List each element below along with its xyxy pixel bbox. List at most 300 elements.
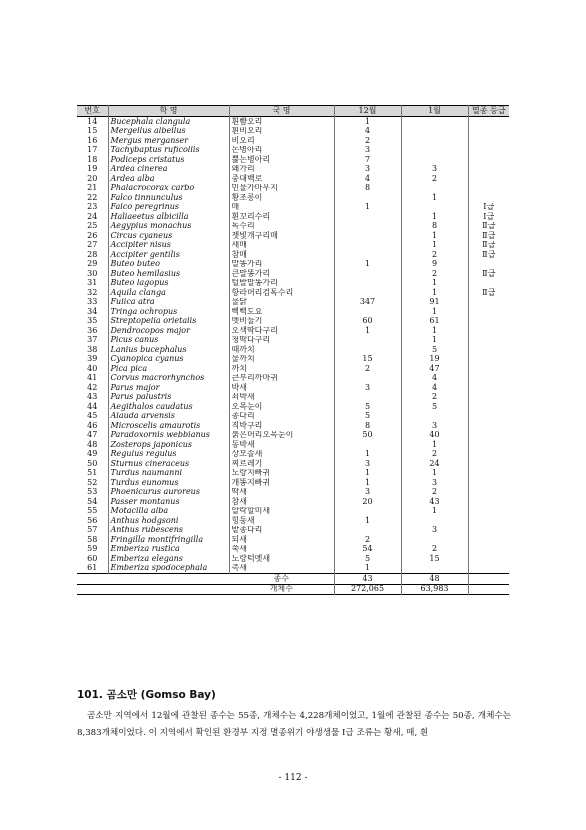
december-count: 1 [334,469,401,479]
table-totals [77,574,509,595]
endangered-grade [468,317,509,327]
january-count: 43 [401,497,468,507]
january-count: 4 [401,383,468,393]
endangered-grade [468,326,509,336]
table-row [77,317,509,327]
table-row [77,155,509,165]
december-count [334,269,401,279]
january-count: 3 [401,526,468,536]
scientific-name: Buteo buteo [108,260,229,270]
endangered-grade [468,184,509,194]
row-number: 22 [77,193,108,203]
endangered-grade [468,488,509,498]
row-number: 33 [77,298,108,308]
december-count [334,288,401,298]
row-number: 42 [77,383,108,393]
december-count: 1 [334,478,401,488]
row-number: 16 [77,136,108,146]
january-count: 3 [401,478,468,488]
korean-name: 물닭 [229,298,334,308]
endangered-grade: Ⅰ급 [483,202,495,211]
scientific-name: Fringilla montifringilla [108,535,229,545]
korean-name: 붉은머리오목눈이 [229,431,334,441]
row-number: 51 [77,469,108,479]
december-count: 3 [334,383,401,393]
table-row [77,174,509,184]
table-row [77,421,509,431]
january-count: 1 [401,507,468,517]
korean-name: 민물가마우지 [229,184,334,194]
scientific-name: Microscelis amaurotis [108,421,229,431]
korean-name: 큰말똥가리 [229,269,334,279]
scientific-name: Corvus macrorhynchos [108,374,229,384]
row-number: 34 [77,307,108,317]
december-count [334,250,401,260]
endangered-grade: Ⅱ급 [482,288,496,297]
december-count: 1 [334,564,401,574]
table-row [77,535,509,545]
totals-january: 63,983 [401,584,468,595]
endangered-grade [468,516,509,526]
scientific-name: Buteo lagopus [108,279,229,289]
scientific-name: Turdus naumanni [108,469,229,479]
row-number: 29 [77,260,108,270]
scientific-name: Picus canus [108,336,229,346]
endangered-grade [468,535,509,545]
december-count: 2 [334,535,401,545]
endangered-grade [468,174,509,184]
january-count: 8 [401,222,468,232]
endangered-grade: Ⅱ급 [482,250,496,259]
january-count: 3 [401,421,468,431]
row-number: 36 [77,326,108,336]
december-count: 20 [334,497,401,507]
endangered-grade [468,383,509,393]
scientific-name: Anthus hodgsoni [108,516,229,526]
table-row [77,212,509,222]
endangered-grade [468,564,509,574]
january-count: 1 [401,212,468,222]
korean-name: 비오리 [229,136,334,146]
january-count: 1 [401,279,468,289]
totals-spacer [77,584,229,595]
january-count [401,564,468,574]
december-count: 4 [334,127,401,137]
korean-name: 되새 [229,535,334,545]
endangered-grade [468,127,509,137]
scientific-name: Emberiza spodocephala [108,564,229,574]
endangered-grade [468,507,509,517]
endangered-grade [468,193,509,203]
row-number: 37 [77,336,108,346]
row-number: 14 [77,117,108,127]
table-row [77,554,509,564]
totals-january: 48 [401,574,468,585]
december-count: 8 [334,184,401,194]
table-row [77,345,509,355]
row-number: 55 [77,507,108,517]
table-row [77,459,509,469]
endangered-grade: Ⅱ급 [482,221,496,230]
january-count: 5 [401,345,468,355]
endangered-grade [468,545,509,555]
table-row [77,393,509,403]
scientific-name: Zosterops japonicus [108,440,229,450]
january-count [401,535,468,545]
january-count: 1 [401,469,468,479]
january-count: 9 [401,260,468,270]
endangered-grade [468,421,509,431]
scientific-name: Parus palustris [108,393,229,403]
korean-name: 삑삑도요 [229,307,334,317]
january-count: 1 [401,241,468,251]
scientific-name: Dendrocopos major [108,326,229,336]
page-number: - 112 - [278,773,308,783]
scientific-name: Tringa ochropus [108,307,229,317]
table-row [77,507,509,517]
scientific-name: Haliaeetus albicilla [108,212,229,222]
korean-name: 쇠박새 [229,393,334,403]
korean-name: 찌르레기 [229,459,334,469]
korean-name: 촉새 [229,564,334,574]
table-row [77,402,509,412]
korean-name: 노랑지빠귀 [229,469,334,479]
table-row [77,355,509,365]
table-row [77,383,509,393]
row-number: 48 [77,440,108,450]
header-scientific-name: 학 명 [108,106,229,117]
korean-name: 오목눈이 [229,402,334,412]
january-count: 47 [401,364,468,374]
korean-name: 힝둥새 [229,516,334,526]
table-row [77,117,509,127]
scientific-name: Ardea alba [108,174,229,184]
december-count [334,307,401,317]
scientific-name: Falco tinnunculus [108,193,229,203]
row-number: 49 [77,450,108,460]
january-count: 3 [401,165,468,175]
endangered-grade [468,146,509,156]
january-count [401,146,468,156]
endangered-grade [468,279,509,289]
december-count: 5 [334,402,401,412]
row-number: 58 [77,535,108,545]
endangered-grade [468,345,509,355]
korean-name: 물까치 [229,355,334,365]
table-row [77,545,509,555]
january-count: 1 [401,231,468,241]
december-count [334,231,401,241]
january-count [401,117,468,127]
table-row [77,450,509,460]
row-number: 43 [77,393,108,403]
table-row [77,307,509,317]
totals-label: 개체수 [229,584,334,595]
endangered-grade [468,431,509,441]
january-count: 61 [401,317,468,327]
january-count [401,127,468,137]
january-count: 1 [401,288,468,298]
table-row [77,298,509,308]
scientific-name: Motacilla alba [108,507,229,517]
row-number: 46 [77,421,108,431]
scientific-name: Turdus eunomus [108,478,229,488]
korean-name: 뿔논병아리 [229,155,334,165]
endangered-grade [468,469,509,479]
table-row [77,564,509,574]
december-count: 60 [334,317,401,327]
scientific-name: Regulus regulus [108,450,229,460]
january-count: 40 [401,431,468,441]
december-count: 2 [334,136,401,146]
december-count [334,526,401,536]
december-count: 3 [334,488,401,498]
table-row [77,488,509,498]
table-row [77,203,509,213]
row-number: 56 [77,516,108,526]
header-december: 12월 [334,106,401,117]
row-number: 57 [77,526,108,536]
scientific-name: Mergellus albellus [108,127,229,137]
december-count [334,345,401,355]
scientific-name: Falco peregrinus [108,203,229,213]
korean-name: 흰꼬리수리 [229,212,334,222]
korean-name: 딱새 [229,488,334,498]
endangered-grade [468,364,509,374]
december-count: 15 [334,355,401,365]
endangered-grade [468,165,509,175]
row-number: 44 [77,402,108,412]
korean-name: 말똥가리 [229,260,334,270]
korean-name: 직박구리 [229,421,334,431]
january-count [401,516,468,526]
row-number: 45 [77,412,108,422]
korean-name: 새매 [229,241,334,251]
scientific-name: Circus cyaneus [108,231,229,241]
january-count: 24 [401,459,468,469]
december-count: 1 [334,203,401,213]
endangered-grade [468,450,509,460]
korean-name: 멧비둘기 [229,317,334,327]
row-number: 31 [77,279,108,289]
header-korean-name: 국 명 [229,106,334,117]
row-number: 53 [77,488,108,498]
korean-name: 오색딱다구리 [229,326,334,336]
scientific-name: Buteo hemilasius [108,269,229,279]
scientific-name: Fulica atra [108,298,229,308]
december-count [334,279,401,289]
scientific-name: Aegithalos caudatus [108,402,229,412]
korean-name: 흰비오리 [229,127,334,137]
totals-december: 43 [334,574,401,585]
endangered-grade: Ⅱ급 [482,269,496,278]
december-count: 4 [334,174,401,184]
endangered-grade [468,402,509,412]
row-number: 17 [77,146,108,156]
endangered-grade [468,298,509,308]
december-count: 1 [334,450,401,460]
totals-grade [468,574,509,585]
january-count: 1 [401,193,468,203]
korean-name: 상모솔새 [229,450,334,460]
table-header-row [77,106,509,117]
january-count: 1 [401,326,468,336]
korean-name: 노랑턱멧새 [229,554,334,564]
scientific-name: Tachybaptus ruficollis [108,146,229,156]
endangered-grade [468,355,509,365]
december-count: 347 [334,298,401,308]
korean-name: 참새 [229,497,334,507]
row-number: 35 [77,317,108,327]
korean-name: 참매 [229,250,334,260]
january-count [401,203,468,213]
korean-name: 밭종다리 [229,526,334,536]
endangered-grade [468,307,509,317]
scientific-name: Paradoxornis webbianus [108,431,229,441]
korean-name: 동박새 [229,440,334,450]
endangered-grade [468,440,509,450]
table-row [77,288,509,298]
scientific-name: Podiceps cristatus [108,155,229,165]
row-number: 30 [77,269,108,279]
january-count: 2 [401,450,468,460]
row-number: 20 [77,174,108,184]
endangered-grade [468,117,509,127]
scientific-name: Accipiter gentilis [108,250,229,260]
table-row [77,412,509,422]
endangered-grade [468,336,509,346]
december-count [334,507,401,517]
table-row [77,526,509,536]
endangered-grade [468,478,509,488]
korean-name: 왜가리 [229,165,334,175]
december-count: 54 [334,545,401,555]
scientific-name: Alauda arvensis [108,412,229,422]
korean-name: 중대백로 [229,174,334,184]
december-count: 3 [334,165,401,175]
december-count: 5 [334,554,401,564]
endangered-grade [468,554,509,564]
december-count: 1 [334,117,401,127]
section-heading: 101. 곰소만 (Gomso Bay) [77,689,216,701]
scientific-name: Lanius bucephalus [108,345,229,355]
endangered-grade: Ⅰ급 [483,212,495,221]
table-row [77,231,509,241]
row-number: 60 [77,554,108,564]
december-count [334,193,401,203]
endangered-grade [468,155,509,165]
row-number: 40 [77,364,108,374]
january-count [401,184,468,194]
header-no: 번호 [77,106,108,117]
january-count [401,136,468,146]
row-number: 23 [77,203,108,213]
korean-name: 종다리 [229,412,334,422]
table-row [77,336,509,346]
korean-name: 까치 [229,364,334,374]
endangered-grade [468,136,509,146]
january-count [401,412,468,422]
scientific-name: Cyanopica cyanus [108,355,229,365]
row-number: 47 [77,431,108,441]
korean-name: 때까치 [229,345,334,355]
row-number: 15 [77,127,108,137]
totals-spacer [77,574,229,585]
endangered-grade [468,393,509,403]
january-count: 2 [401,174,468,184]
january-count: 2 [401,488,468,498]
january-count: 4 [401,374,468,384]
endangered-grade [468,260,509,270]
row-number: 39 [77,355,108,365]
table-body [77,117,509,574]
table-row [77,478,509,488]
korean-name: 논병아리 [229,146,334,156]
scientific-name: Sturnus cineraceus [108,459,229,469]
row-number: 59 [77,545,108,555]
totals-row [77,574,509,585]
row-number: 24 [77,212,108,222]
scientific-name: Accipiter nisus [108,241,229,251]
december-count: 1 [334,326,401,336]
december-count: 50 [334,431,401,441]
row-number: 26 [77,231,108,241]
december-count [334,241,401,251]
korean-name: 항라머리검독수리 [229,288,334,298]
scientific-name: Emberiza elegans [108,554,229,564]
december-count: 3 [334,459,401,469]
scientific-name: Streptopelia orietalis [108,317,229,327]
table-row [77,469,509,479]
table-row [77,260,509,270]
table-row [77,241,509,251]
table-row [77,250,509,260]
row-number: 18 [77,155,108,165]
endangered-grade [468,374,509,384]
body-paragraph: 곰소만 지역에서 12월에 관찰된 종수는 55종, 개체수는 4,228개체이었고, 1월에 관찰된 종수는 50종, 개체수는 8,383개체이었다. 이 지역에서 확인된 환경부 지정 멸종위기 야생생물 Ⅰ급 조류는 황새, 매, 흰 [77,711,511,738]
december-count [334,336,401,346]
korean-name: 박새 [229,383,334,393]
row-number: 41 [77,374,108,384]
table-row [77,222,509,232]
table-row [77,326,509,336]
row-number: 38 [77,345,108,355]
december-count [334,393,401,403]
row-number: 28 [77,250,108,260]
totals-december: 272,065 [334,584,401,595]
january-count: 5 [401,402,468,412]
scientific-name: Aquila clanga [108,288,229,298]
december-count: 2 [334,364,401,374]
korean-name: 쑥새 [229,545,334,555]
scientific-name: Aegypius monachus [108,222,229,232]
january-count: 2 [401,545,468,555]
korean-name: 개똥지빠귀 [229,478,334,488]
table-row [77,127,509,137]
endangered-grade [468,497,509,507]
december-count: 8 [334,421,401,431]
table-row [77,136,509,146]
row-number: 21 [77,184,108,194]
species-table [77,105,509,595]
january-count: 91 [401,298,468,308]
endangered-grade [468,412,509,422]
row-number: 61 [77,564,108,574]
december-count: 3 [334,146,401,156]
korean-name: 알락할미새 [229,507,334,517]
row-number: 50 [77,459,108,469]
row-number: 19 [77,165,108,175]
